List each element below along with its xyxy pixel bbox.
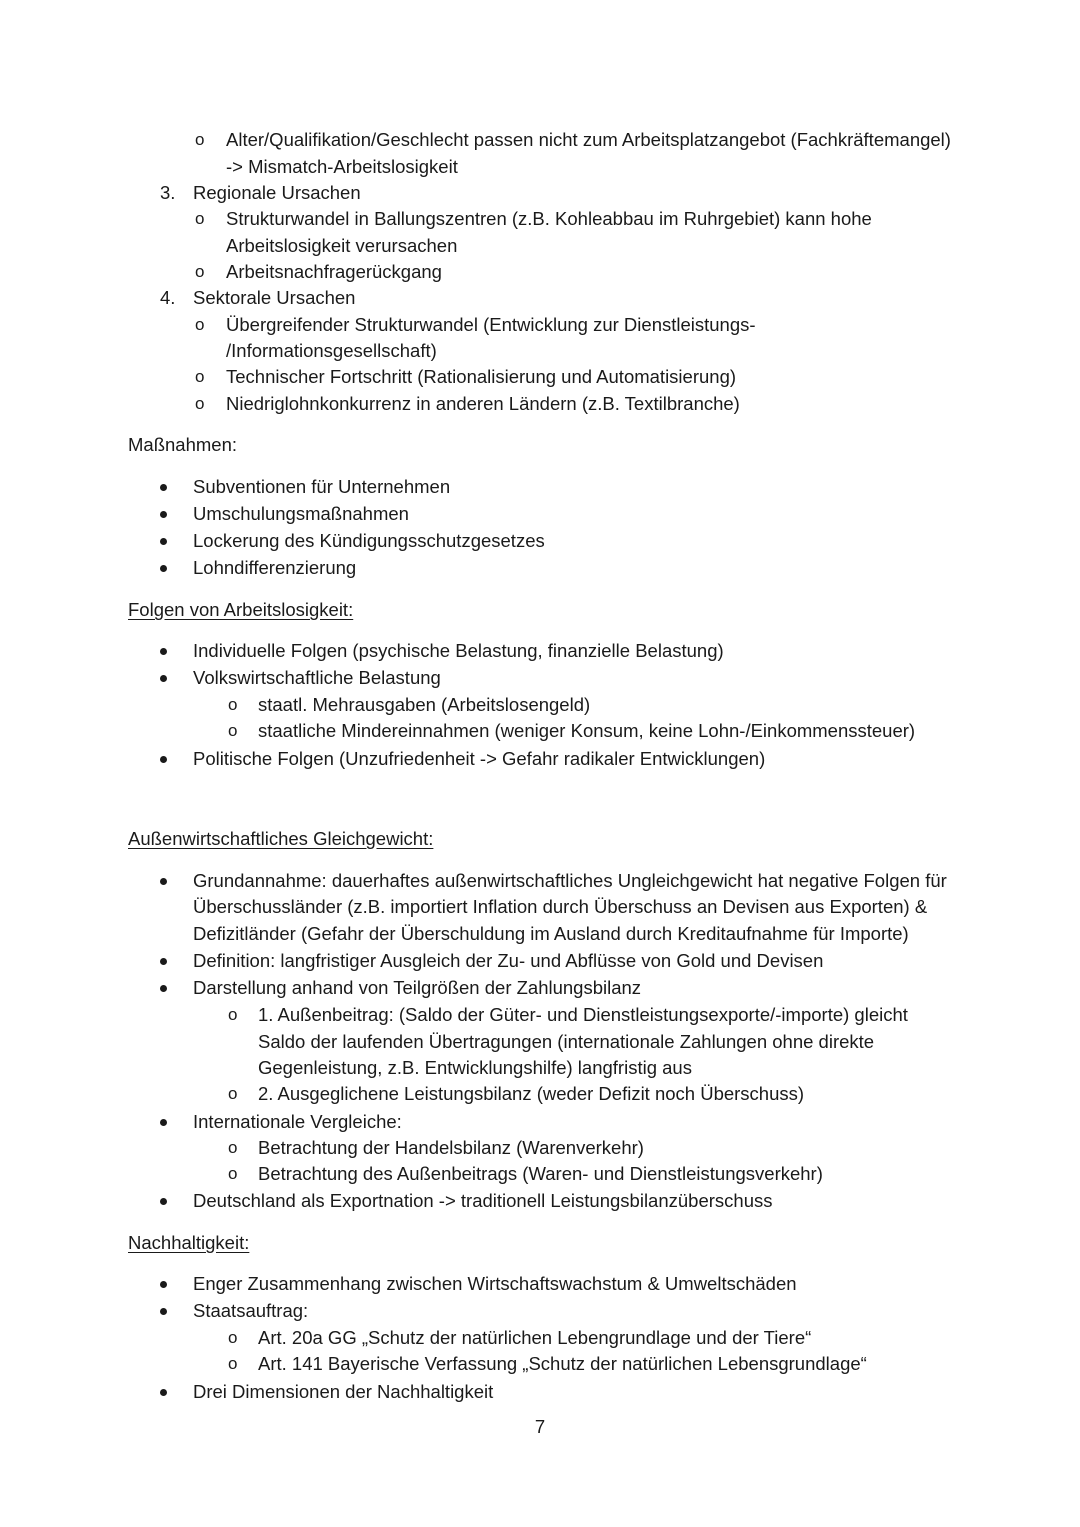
list-item-text: Volkswirtschaftliche Belastung: [193, 667, 441, 688]
list-item-text: Lockerung des Kündigungsschutzgesetzes: [193, 530, 545, 551]
list-item-title: Regionale Ursachen: [193, 182, 361, 203]
list-item-text: Alter/Qualifikation/Geschlecht passen nicht zum Arbeitsplatzangebot (Fachkräftemangel): [226, 129, 951, 150]
list-item-text: Internationale Vergleiche:: [193, 1111, 402, 1132]
list-item-text: 2. Ausgeglichene Leistungsbilanz (weder Defizit noch Überschuss): [258, 1083, 805, 1104]
bullet-dot: [160, 985, 167, 992]
list-item-text: Arbeitsnachfragerückgang: [226, 261, 442, 282]
list-item-text: Art. 20a GG „Schutz der natürlichen Lebengrundlage und der Tiere“: [258, 1327, 812, 1348]
bullet-dot: [160, 675, 167, 682]
bullet-dot: [160, 756, 167, 763]
list-item-text: Überschussländer (z.B. importiert Inflation durch Überschuss an Devisen aus Exporten) &: [193, 896, 928, 917]
list-item-text: Lohndifferenzierung: [193, 557, 357, 578]
list-item-text: Technischer Fortschritt (Rationalisierung und Automatisierung): [226, 366, 737, 387]
bullet-dot: [160, 1119, 167, 1126]
sub-bullet-marker: o: [228, 1005, 238, 1024]
bullet-dot: [160, 1308, 167, 1315]
list-item-title: Sektorale Ursachen: [193, 287, 356, 308]
list-item-text: Drei Dimensionen der Nachhaltigkeit: [193, 1381, 494, 1402]
sub-bullet-marker: o: [195, 394, 205, 413]
list-item-text: -> Mismatch-Arbeitslosigkeit: [226, 156, 458, 177]
bullet-dot: [160, 648, 167, 655]
list-item-text: Defizitländer (Gefahr der Überschuldung im Ausland durch Kreditaufnahme für Importe): [193, 923, 909, 944]
list-item-text: Arbeitslosigkeit verursachen: [226, 235, 458, 256]
sub-bullet-marker: o: [228, 1138, 238, 1157]
sub-bullet-marker: o: [228, 1328, 238, 1347]
sub-bullet-marker: o: [228, 1354, 238, 1373]
bullet-dot: [160, 565, 167, 572]
list-item-text: Enger Zusammenhang zwischen Wirtschaftswachstum & Umweltschäden: [193, 1273, 797, 1294]
bullet-dot: [160, 1389, 167, 1396]
sub-bullet-marker: o: [195, 315, 205, 334]
section-heading-massnahmen: Maßnahmen:: [128, 434, 237, 455]
list-item-text: Strukturwandel in Ballungszentren (z.B. Kohleabbau im Ruhrgebiet) kann hohe: [226, 208, 872, 229]
sub-bullet-marker: o: [195, 130, 205, 149]
sub-bullet-marker: o: [195, 367, 205, 386]
sub-bullet-marker: o: [228, 721, 238, 740]
section-heading-nachhaltigkeit: Nachhaltigkeit:: [128, 1232, 250, 1253]
list-item-text: Darstellung anhand von Teilgrößen der Zahlungsbilanz: [193, 977, 642, 998]
sub-bullet-marker: o: [228, 1164, 238, 1183]
list-item-text: /Informationsgesellschaft): [226, 340, 437, 361]
list-item-text: Gegenleistung, z.B. Entwicklungshilfe) langfristig aus: [258, 1057, 692, 1078]
sub-bullet-marker: o: [195, 209, 205, 228]
sub-bullet-marker: o: [228, 695, 238, 714]
list-item-text: Deutschland als Exportnation -> traditionell Leistungsbilanzüberschuss: [193, 1190, 773, 1211]
bullet-dot: [160, 878, 167, 885]
list-item-text: Betrachtung des Außenbeitrags (Waren- und Dienstleistungsverkehr): [258, 1163, 823, 1184]
list-item-text: Niedriglohnkonkurrenz in anderen Ländern (z.B. Textilbranche): [226, 393, 740, 414]
section-heading-folgen: Folgen von Arbeitslosigkeit:: [128, 599, 354, 620]
list-item-text: Subventionen für Unternehmen: [193, 476, 451, 497]
list-number: 3.: [160, 182, 176, 203]
bullet-dot: [160, 484, 167, 491]
list-item-text: Saldo der laufenden Übertragungen (internationale Zahlungen ohne direkte: [258, 1031, 875, 1052]
page-number: 7: [534, 1416, 546, 1437]
list-item-text: Übergreifender Strukturwandel (Entwicklung zur Dienstleistungs-: [226, 314, 756, 335]
list-item-text: Definition: langfristiger Ausgleich der Zu- und Abflüsse von Gold und Devisen: [193, 950, 824, 971]
list-item-text: 1. Außenbeitrag: (Saldo der Güter- und Dienstleistungsexporte/-importe) gleicht: [258, 1004, 908, 1025]
bullet-dot: [160, 1281, 167, 1288]
list-number: 4.: [160, 287, 176, 308]
list-item-text: Politische Folgen (Unzufriedenheit -> Gefahr radikaler Entwicklungen): [193, 748, 766, 769]
sub-bullet-marker: o: [228, 1084, 238, 1103]
bullet-dot: [160, 538, 167, 545]
list-item-text: Grundannahme: dauerhaftes außenwirtschaftliches Ungleichgewicht hat negative Folgen für: [193, 870, 947, 891]
bullet-dot: [160, 1198, 167, 1205]
list-item-text: staatl. Mehrausgaben (Arbeitslosengeld): [258, 694, 591, 715]
list-item-text: Umschulungsmaßnahmen: [193, 503, 409, 524]
list-item-text: Art. 141 Bayerische Verfassung „Schutz der natürlichen Lebensgrundlage“: [258, 1353, 867, 1374]
list-item-text: Staatsauftrag:: [193, 1300, 309, 1321]
list-item-text: Individuelle Folgen (psychische Belastung, finanzielle Belastung): [193, 640, 724, 661]
sub-bullet-marker: o: [195, 262, 205, 281]
section-heading-aussenwirtschaft: Außenwirtschaftliches Gleichgewicht:: [128, 828, 434, 849]
bullet-dot: [160, 958, 167, 965]
list-item-text: Betrachtung der Handelsbilanz (Warenverkehr): [258, 1137, 644, 1158]
bullet-dot: [160, 511, 167, 518]
list-item-text: staatliche Mindereinnahmen (weniger Konsum, keine Lohn-/Einkommenssteuer): [258, 720, 916, 741]
